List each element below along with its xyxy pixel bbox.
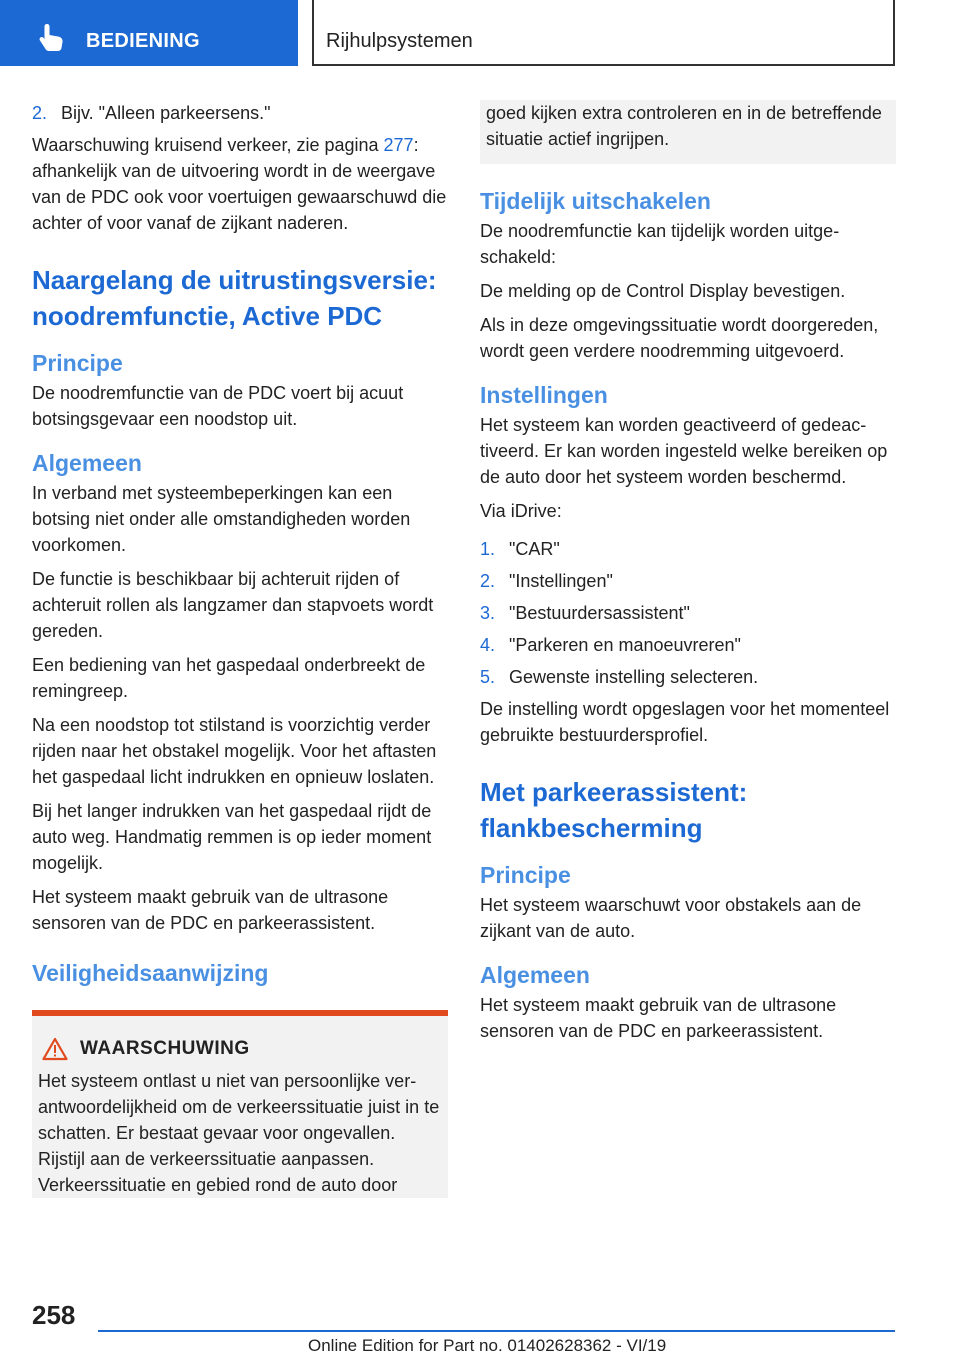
algemeen-paragraph: De functie is beschikbaar bij achteruit rijden of achteruit rollen als langzamer dan stapvoets wordt gereden. bbox=[32, 569, 434, 641]
algemeen-paragraph: Een bediening van het gaspedaal onderbreekt de remingreep. bbox=[32, 655, 426, 701]
header-divider-right bbox=[893, 0, 895, 66]
subheading-veiligheid: Veiligheidsaanwijzing bbox=[32, 960, 269, 986]
text-fragment: Waarschuwing kruisend verkeer, zie pagina bbox=[32, 135, 384, 155]
subheading-tijdelijk: Tijdelijk uitschakelen bbox=[480, 188, 711, 214]
list-item bbox=[480, 600, 896, 626]
subheading-principe: Principe bbox=[32, 350, 123, 376]
list-item bbox=[480, 536, 896, 562]
warning-continued-text: goed kijken extra controleren en in de betreffende situatie actief ingrijpen. bbox=[486, 103, 882, 149]
instellingen-paragraph: Via iDrive: bbox=[480, 501, 562, 521]
warning-header bbox=[38, 1036, 442, 1062]
chapter-title: Rijhulpsystemen bbox=[326, 30, 473, 52]
footer-rule bbox=[98, 1330, 895, 1332]
list-number: 2. bbox=[480, 571, 496, 591]
principe-text: De noodremfunctie van de PDC voert bij acuut botsingsgevaar een noodstop uit. bbox=[32, 383, 404, 429]
list-number: 2. bbox=[32, 103, 48, 123]
header-divider bbox=[312, 0, 314, 66]
warning-box-continued bbox=[480, 100, 896, 164]
instellingen-paragraph: Het systeem kan worden geactiveerd of gedeactiveerd. Er kan worden ingesteld welke bereiken op de auto door het systeem worden beschermd. bbox=[480, 415, 888, 487]
list-item bbox=[480, 568, 896, 594]
section-label: BEDIENING bbox=[86, 30, 200, 52]
right-column bbox=[480, 100, 896, 1052]
list-item bbox=[32, 100, 448, 126]
page-link[interactable]: 277 bbox=[383, 135, 414, 155]
tijdelijk-paragraph: De noodremfunctie kan tijdelijk worden uitgeschakeld: bbox=[480, 221, 840, 267]
list-text: "Instellingen" bbox=[509, 571, 613, 591]
section-heading: Met parkeerassistent: flankbescherming bbox=[480, 777, 748, 843]
list-item bbox=[480, 632, 896, 658]
list-item bbox=[480, 664, 896, 690]
page-number: 258 bbox=[32, 1300, 76, 1330]
list-text: "Bestuurdersassistent" bbox=[509, 603, 690, 623]
list-text: Gewenste instelling selecteren. bbox=[509, 667, 759, 687]
list-text: Bijv. "Alleen parkeersens." bbox=[61, 103, 271, 123]
subheading-instellingen: Instellingen bbox=[480, 382, 608, 408]
subheading-algemeen: Algemeen bbox=[32, 450, 142, 476]
list-text: "Parkeren en manoeuvreren" bbox=[509, 635, 741, 655]
warning-title: WAARSCHUWING bbox=[80, 1038, 250, 1059]
section-heading: Naargelang de uitrustingsversie: noodremfunctie, Active PDC bbox=[32, 265, 437, 331]
text-fragment: : afhankelijk van de uitvoering wordt in de weergave van de PDC ook voor voertuigen gewaarschuwd die achter of voor vanaf de zijkant naderen. bbox=[32, 135, 447, 233]
algemeen-paragraph: In verband met systeembeperkingen kan een botsing niet onder alle omstandigheden worden voorkomen. bbox=[32, 483, 411, 555]
left-column bbox=[32, 100, 448, 1198]
tijdelijk-paragraph: Als in deze omgevingssituatie wordt doorgereden, wordt geen verdere noodremming uitgevoerd. bbox=[480, 315, 879, 361]
list-number: 3. bbox=[480, 603, 496, 623]
list-number: 4. bbox=[480, 635, 496, 655]
header-underline bbox=[312, 64, 895, 66]
warning-text: Het systeem ontlast u niet van persoonlijke verantwoordelijkheid om de verkeerssituatie juist in te schatten. Er bestaat gevaar voor ongevallen. Rijstijl aan de verkeerssituatie aanpassen. Verkeerssituatie en gebied rond de auto door bbox=[38, 1071, 440, 1195]
tijdelijk-paragraph: De melding op de Control Display bevestigen. bbox=[480, 281, 846, 301]
edition-text: Online Edition for Part no. 01402628362 - VI/19 bbox=[308, 1336, 667, 1355]
warning-box bbox=[32, 1010, 448, 1198]
algemeen-paragraph: Bij het langer indrukken van het gaspedaal rijdt de auto weg. Handmatig remmen is op ieder moment mogelijk. bbox=[32, 801, 432, 873]
warning-triangle-icon bbox=[42, 1037, 68, 1061]
instellingen-paragraph: De instelling wordt opgeslagen voor het momenteel gebruikte bestuurdersprofiel. bbox=[480, 699, 890, 745]
list-number: 5. bbox=[480, 667, 496, 687]
subheading-algemeen: Algemeen bbox=[480, 962, 590, 988]
principe-text: Het systeem waarschuwt voor obstakels aan de zijkant van de auto. bbox=[480, 895, 862, 941]
algemeen-paragraph: Het systeem maakt gebruik van de ultrasone sensoren van de PDC en parkeerassistent. bbox=[32, 887, 389, 933]
list-text: "CAR" bbox=[509, 539, 560, 559]
algemeen-text: Het systeem maakt gebruik van de ultrasone sensoren van de PDC en parkeerassistent. bbox=[480, 995, 837, 1041]
section-tab[interactable] bbox=[0, 0, 298, 66]
subheading-principe: Principe bbox=[480, 862, 571, 888]
algemeen-paragraph: Na een noodstop tot stilstand is voorzichtig verder rijden naar het obstakel mogelijk. Voor het aftasten het gaspedaal licht indrukken en opnieuw loslaten. bbox=[32, 715, 437, 787]
hand-pointer-icon bbox=[38, 22, 66, 52]
cross-traffic-paragraph bbox=[32, 132, 448, 236]
list-number: 1. bbox=[480, 539, 496, 559]
